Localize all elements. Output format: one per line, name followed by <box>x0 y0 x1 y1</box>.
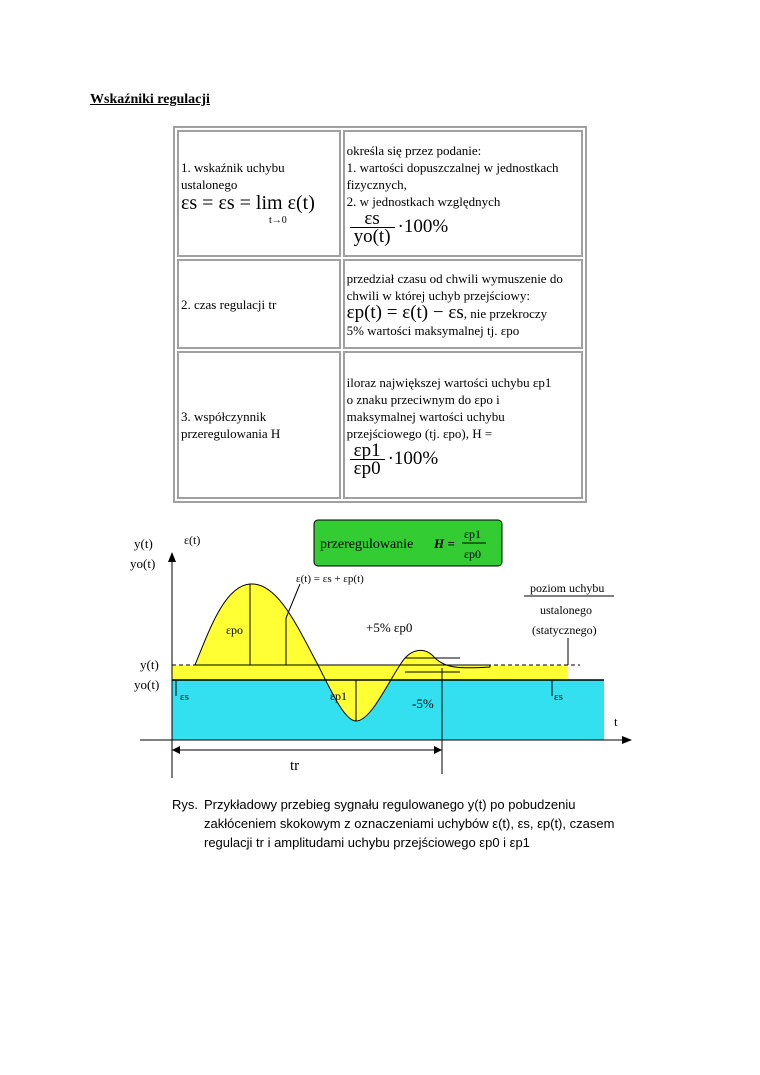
box-den: εp0 <box>464 547 482 561</box>
row1-left-formula: εs = εs = lim ε(t) t→0 <box>181 191 315 226</box>
caption-prefix: Rys. <box>172 797 198 812</box>
row2-right-tail: 5% wartości maksymalnej tj. εpo <box>346 322 520 338</box>
label-poziom-1: poziom uchybu <box>530 581 605 595</box>
row2-right-line: przedział czasu od chwili wymuszenie do chwili w której uchyb przejściowy: <box>346 270 563 303</box>
table-cell <box>343 351 583 499</box>
label-minus5: -5% <box>412 696 434 711</box>
label-y: y(t) <box>134 536 153 551</box>
table-row <box>177 351 583 499</box>
row2-right-formula-line: εp(t) = ε(t) − εs, nie przekroczy <box>346 301 548 323</box>
table-cell <box>177 351 341 499</box>
label-ep1: εp1 <box>330 689 348 703</box>
row3-right-line: iloraz największej wartości uchybu εp1 <box>346 374 552 390</box>
table-cell <box>177 259 341 349</box>
indicators-table <box>173 126 587 503</box>
label-y-level: y(t) <box>140 657 159 672</box>
table-cell <box>343 259 583 349</box>
row3-left-text: 3. współczynnik przeregulowania H <box>181 409 281 441</box>
row2-left-text: 2. czas regulacji tr <box>181 296 277 312</box>
label-eq: ε(t) = εs + εp(t) <box>296 573 364 585</box>
row3-right-line: maksymalnej wartości uchybu <box>346 408 505 424</box>
table-row <box>177 259 583 349</box>
page-heading: Wskaźniki regulacji <box>90 92 210 107</box>
row1-left-text: 1. wskaźnik uchybu ustalonego <box>181 159 285 192</box>
box-formula: H = <box>434 536 455 551</box>
caption-text: Przykładowy przebieg sygnału regulowanego y(t) po pobudzeniu zakłóceniem skokowym z oznaczeniami uchybów ε(t), εs, εp(t), czasem regulacji tr i amplitudami uchybu przejściowego εp0 i εp1 <box>204 797 615 850</box>
row1-right-line: 1. wartości dopuszczalnej w jednostkach fizycznych, <box>346 160 559 192</box>
label-y0: yo(t) <box>130 556 156 571</box>
static-error-band <box>172 680 604 740</box>
row1-right-formula: $\frac{\varepsilon s}{yo(t)}$ ·100% <box>347 210 579 245</box>
row3-right-line: o znaku przeciwnym do εpo i <box>346 391 500 407</box>
table-cell <box>177 130 341 257</box>
label-epo: εpo <box>226 623 244 637</box>
table-row <box>177 130 583 257</box>
label-eps-s-left: εs <box>180 691 189 703</box>
row1-right-line: 2. w jednostkach względnych <box>346 194 501 209</box>
table-cell <box>343 130 583 257</box>
row1-right-line: określa się przez podanie: <box>346 143 482 158</box>
row3-right-formula: $\frac{\varepsilon p1}{\varepsilon p0}$ ·100% <box>347 442 579 477</box>
label-plus5: +5% εp0 <box>366 620 413 635</box>
label-tr: tr <box>290 758 300 774</box>
label-t: t <box>614 714 618 729</box>
regulation-figure <box>100 518 640 788</box>
box-label: przeregulowanie <box>320 537 414 552</box>
box-num: εp1 <box>464 527 482 541</box>
row3-right-line: przejściowego (tj. εpo), H = <box>346 425 493 441</box>
label-eps-s-right: εs <box>554 691 563 703</box>
label-eps: ε(t) <box>184 533 201 547</box>
label-poziom-2: ustalonego <box>540 603 592 617</box>
label-poziom-3: (statycznego) <box>532 623 597 637</box>
label-y0-level: yo(t) <box>134 677 160 692</box>
